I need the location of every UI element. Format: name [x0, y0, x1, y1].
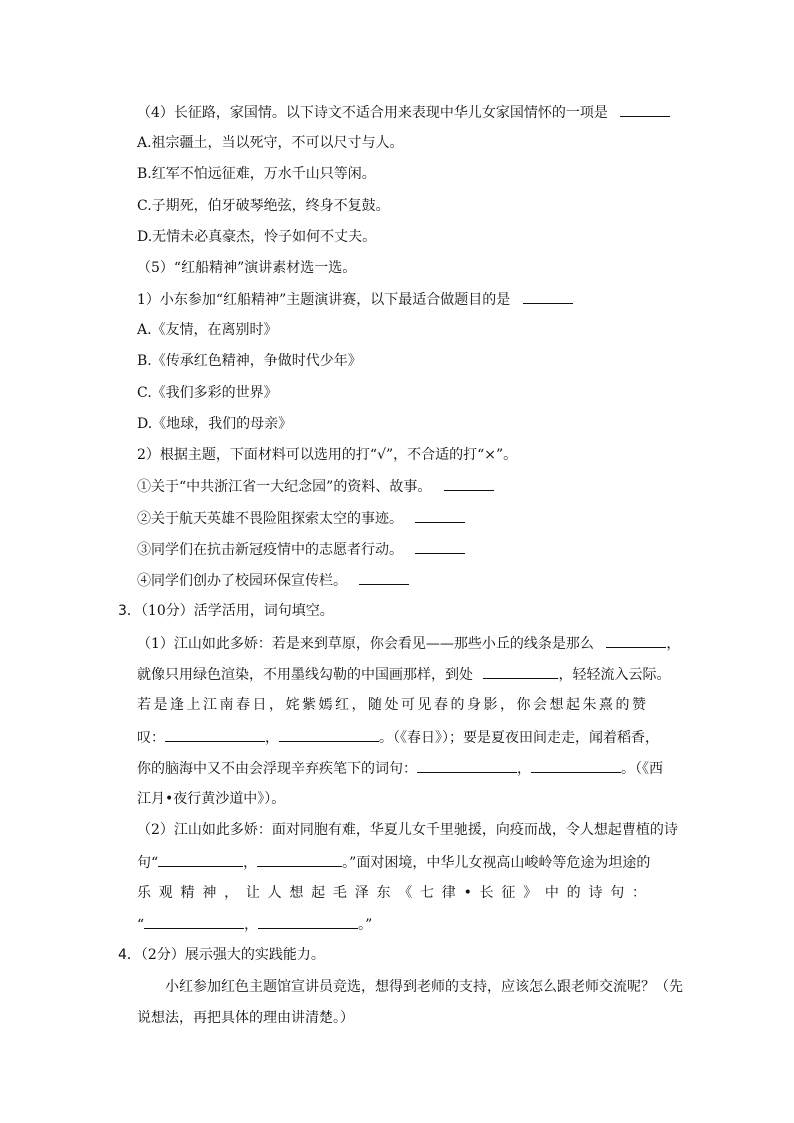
q3-p1-line5 — [137, 758, 663, 779]
text: ，轻轻流入云际。 — [558, 667, 671, 683]
q2-4-option-c: C.子期死，伯牙破琴绝弦，终身不复鼓。 — [137, 198, 390, 214]
q2-4-option-a: A.祖宗疆土，当以死守，不可以尺寸与人。 — [137, 135, 404, 151]
text: 就像只用绿色渲染，不用墨线勾勒的中国画那样，到处 — [137, 667, 473, 683]
answer-blank[interactable] — [620, 102, 670, 117]
answer-blank[interactable] — [359, 570, 409, 585]
question-number: 4． — [118, 947, 141, 963]
q3-p1-line3: 若是逢上江南春日，姹紫嫣红，随处可见春的身影，你会想起朱熹的赞 — [137, 697, 646, 713]
text: 你的脑海中又不由会浮现辛弃疾笔下的词句： — [137, 761, 417, 777]
comma: ， — [666, 636, 681, 652]
q3-p2-line1: （2）江山如此多娇：面对同胞有难，华夏儿女千里驰援，向疫而战，令人想起曹植的诗 — [137, 822, 678, 838]
q2-5-option-b: B.《传承红色精神，争做时代少年》 — [137, 353, 362, 369]
text: 叹： — [137, 730, 165, 746]
q4-body-line2: 说想法，再把具体的理由讲清楚。） — [137, 1010, 354, 1026]
answer-blank[interactable] — [158, 852, 243, 867]
item-text: ②关于航天英雄不畏险阻探索太空的事迹。 — [137, 511, 403, 527]
q3-p1-line6: 江月•夜行黄沙道中》）。 — [137, 791, 286, 807]
answer-blank[interactable] — [523, 289, 573, 304]
comma: ， — [243, 855, 258, 871]
q3-p1-line1 — [137, 633, 680, 654]
comma: ， — [265, 730, 279, 746]
answer-blank[interactable] — [444, 476, 494, 491]
q2-5-item-1 — [137, 476, 494, 497]
q2-5-sub1-stem-text: 1）小东参加“红船精神”主题演讲赛，以下最适合做题目的是 — [137, 292, 511, 308]
q2-4-stem-text: （4）长征路，家国情。以下诗文不适合用来表现中华儿女家国情怀的一项是 — [137, 105, 608, 121]
text: 。”面对困境，中华儿女视高山峻岭等危途为坦途的 — [342, 855, 651, 871]
comma: ， — [244, 917, 259, 933]
q2-4-option-b: B.红军不怕远征难，万水千山只等闲。 — [137, 166, 376, 182]
text: （1）江山如此多娇：若是来到草原，你会看见——那些小丘的线条是那么 — [137, 636, 594, 652]
text: 。” — [358, 917, 373, 933]
comma: ， — [517, 761, 531, 777]
answer-blank[interactable] — [279, 727, 379, 742]
answer-blank[interactable] — [257, 852, 342, 867]
q2-5-option-d: D.《地球，我们的母亲》 — [137, 416, 293, 432]
q2-5-sub2-stem: 2）根据主题，下面材料可以选用的打“√”，不合适的打“×”。 — [137, 447, 518, 463]
q2-5-item-4 — [137, 570, 409, 591]
answer-blank[interactable] — [165, 727, 265, 742]
item-text: ③同学们在抗击新冠疫情中的志愿者行动。 — [137, 542, 403, 558]
question-header-text: （2分）展示强大的实践能力。 — [140, 947, 325, 963]
q2-4-stem — [137, 102, 670, 123]
q2-4-option-d: D.无情未必真豪杰，怜子如何不丈夫。 — [137, 229, 377, 245]
q4-body-line1: 小红参加红色主题馆宣讲员竞选，想得到老师的支持，应该怎么跟老师交流呢？（先 — [165, 979, 683, 995]
q3-header — [118, 601, 334, 621]
text: 。（《西 — [621, 761, 663, 777]
q3-p2-line4 — [137, 914, 372, 935]
answer-blank[interactable] — [415, 539, 465, 554]
q2-5-item-3 — [137, 539, 465, 560]
q3-p2-line2 — [137, 852, 650, 873]
item-text: ④同学们创办了校园环保宣传栏。 — [137, 573, 347, 589]
text: 。（《春日》）；要是夏夜田间走走，闻着稻香， — [379, 730, 659, 746]
question-number: 3． — [118, 603, 141, 619]
answer-blank[interactable] — [144, 914, 244, 929]
answer-blank[interactable] — [606, 633, 666, 648]
answer-blank[interactable] — [415, 508, 465, 523]
question-header-text: （10分）活学活用，词句填空。 — [140, 603, 334, 619]
item-text: ①关于“中共浙江省一大纪念园”的资料、故事。 — [137, 479, 432, 495]
text: 句“ — [137, 855, 159, 871]
answer-blank[interactable] — [531, 758, 621, 773]
q2-5-option-c: C.《我们多彩的世界》 — [137, 385, 278, 401]
answer-blank[interactable] — [417, 758, 517, 773]
q3-p1-line4 — [137, 727, 659, 748]
q2-5-option-a: A.《友情，在离别时》 — [137, 322, 278, 338]
answer-blank[interactable] — [258, 914, 358, 929]
q2-5-sub1-stem — [137, 289, 573, 310]
q4-header — [118, 945, 325, 965]
q3-p2-line3: 乐观精神，让人想起毛泽东《七律•长征》中的诗句： — [137, 885, 646, 901]
answer-blank[interactable] — [483, 664, 558, 679]
q2-5-title: （5）“红船精神”演讲素材选一选。 — [137, 260, 357, 276]
q2-5-item-2 — [137, 508, 465, 529]
text: “ — [137, 917, 145, 933]
q3-p1-line2 — [137, 664, 670, 685]
